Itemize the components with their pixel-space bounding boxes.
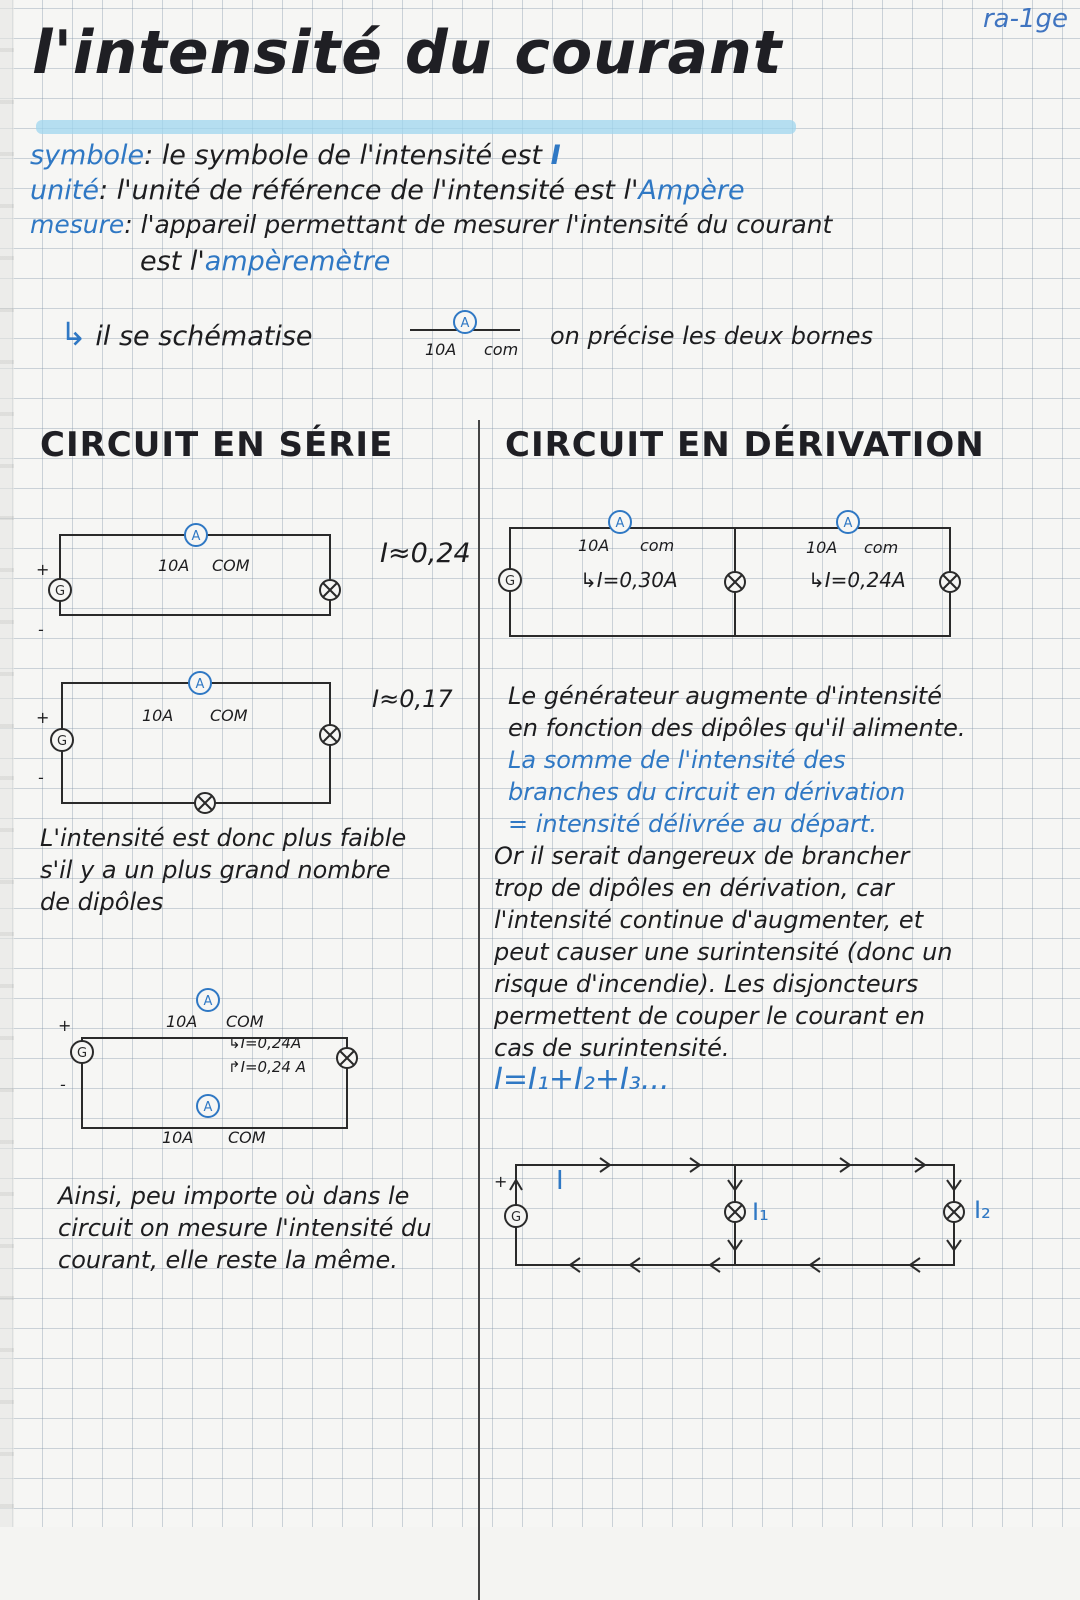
- unit-label: unité: [30, 175, 99, 206]
- c1-terminal-left: 10A: [158, 556, 190, 575]
- series-final: Ainsi, peu importe où dans le circuit on mesure l'intensité du courant, elle reste la même.: [58, 1182, 432, 1274]
- ammeter-symbols: [185, 311, 859, 1117]
- series-conclusion: L'intensité est donc plus faible s'il y a un plus grand nombre de dipôles: [40, 824, 407, 916]
- c3-meter-letter-bottom: A: [203, 1100, 213, 1115]
- c3-meter-letter-top: A: [203, 994, 213, 1009]
- page-title: l'intensité du courant: [32, 18, 783, 88]
- lamp-icon: [725, 1202, 745, 1222]
- schema-after: on précise les deux bornes: [550, 322, 874, 350]
- measure-text: : l'appareil permettant de mesurer l'intensité du courant: [124, 210, 833, 239]
- derivation-heading: CIRCUIT EN DÉRIVATION: [505, 425, 985, 465]
- measure-text-2: est l': [140, 246, 205, 277]
- d-generator-letter: G: [510, 1210, 522, 1225]
- schema-terminal-right: com: [484, 340, 519, 359]
- derivation-para-3: Or il serait dangereux de brancher trop de dipôles en dérivation, car l'intensité continue d'augmenter, et peut causer une surintensité (donc un risque d'incendie). Les disjoncteurs permettent de couper le courant en cas de surintensité.: [494, 842, 953, 1062]
- unit-value: Ampère: [638, 175, 745, 206]
- d-main-current: I: [556, 1166, 564, 1196]
- c3-top-right: COM: [226, 1012, 264, 1031]
- c3-reading-top: ↳I=0,24A: [228, 1034, 302, 1052]
- derivation-generator-letter: G: [504, 574, 516, 589]
- c1-plus: +: [36, 560, 50, 579]
- unit-text: : l'unité de référence de l'intensité est l': [98, 175, 639, 206]
- series-heading: CIRCUIT EN SÉRIE: [40, 425, 394, 465]
- c3-bottom-left: 10A: [162, 1128, 194, 1147]
- lamp-icon: [725, 572, 745, 592]
- lamp-icon: [320, 580, 340, 600]
- c2-generator-letter: G: [56, 734, 68, 749]
- c1-reading: I≈0,24: [380, 538, 471, 569]
- b2-reading: ↳I=0,24A: [808, 568, 906, 592]
- symbol-value: I: [550, 140, 561, 171]
- d-plus: +: [494, 1172, 508, 1191]
- c2-plus: +: [36, 708, 50, 727]
- b1-terminal-left: 10A: [578, 536, 610, 555]
- lamp-icon: [944, 1202, 964, 1222]
- lamp-icon: [320, 725, 340, 745]
- schema-arrow: ↳: [60, 315, 87, 353]
- d-i2: I₂: [974, 1196, 991, 1224]
- derivation-para-1: Le générateur augmente d'intensité en fonction des dipôles qu'il alimente.: [508, 682, 966, 742]
- c3-top-left: 10A: [166, 1012, 198, 1031]
- symbol-label: symbole: [30, 140, 145, 171]
- c3-minus: -: [60, 1075, 66, 1094]
- corner-note: ra-1ge: [982, 4, 1068, 34]
- measure-value: ampèremètre: [204, 246, 391, 277]
- b2-terminal-right: com: [864, 538, 899, 557]
- schema-text: il se schématise: [95, 321, 313, 352]
- lamp-icon: [940, 572, 960, 592]
- b1-meter-letter: A: [615, 516, 625, 531]
- c3-generator-letter: G: [76, 1046, 88, 1061]
- c2-terminal-left: 10A: [142, 706, 174, 725]
- b2-terminal-left: 10A: [806, 538, 838, 557]
- b1-reading: ↳I=0,30A: [580, 568, 678, 592]
- c3-bottom-right: COM: [228, 1128, 266, 1147]
- c1-terminal-right: COM: [212, 556, 250, 575]
- c2-terminal-right: COM: [210, 706, 248, 725]
- c2-reading: I≈0,17: [372, 685, 453, 713]
- measure-label: mesure: [30, 210, 125, 239]
- lamp-symbols: [195, 572, 964, 1222]
- symbol-text: : le symbole de l'intensité est: [144, 140, 542, 171]
- c3-reading-bottom: ↱I=0,24 A: [228, 1058, 306, 1076]
- b2-meter-letter: A: [843, 516, 853, 531]
- c1-meter-letter: A: [191, 529, 201, 544]
- d-i1: I₁: [752, 1198, 769, 1226]
- c3-plus: +: [58, 1016, 72, 1035]
- b1-terminal-right: com: [640, 536, 675, 555]
- c1-minus: -: [38, 620, 44, 639]
- derivation-para-2: La somme de l'intensité des branches du circuit en dérivation = intensité délivrée au départ.: [508, 746, 906, 838]
- c2-minus: -: [38, 768, 44, 787]
- schema-terminal-left: 10A: [425, 340, 457, 359]
- lamp-icon: [337, 1048, 357, 1068]
- schema-meter-letter: A: [460, 316, 470, 331]
- c1-generator-letter: G: [54, 584, 66, 599]
- derivation-formula: I=I₁+I₂+I₃...: [494, 1062, 670, 1097]
- lamp-icon: [195, 793, 215, 813]
- c2-meter-letter: A: [195, 677, 205, 692]
